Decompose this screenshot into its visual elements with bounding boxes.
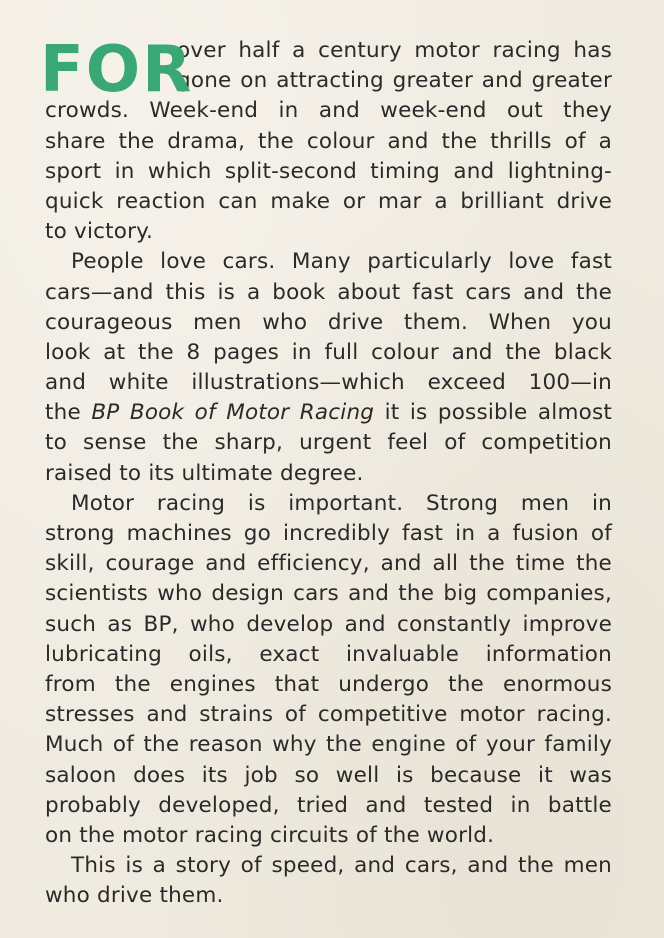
text-line: over half a century motor racing has [177,38,612,63]
text-line: cars—and this is a book about fast cars and the [45,279,612,305]
body-text [40,33,612,911]
text-line: and white illustrations—which exceed 100—in [45,370,612,396]
text-line: crowds. Week-end in and week-end out they [45,98,612,124]
drop-cap: FOR [40,33,194,107]
text-line: Motor racing is important. Strong men in [71,490,612,516]
text-line: look at the 8 pages in full colour and the black [45,339,612,365]
text-segment: it is possible almost [374,400,612,426]
text-line: courageous men who drive them. When you [45,309,612,335]
text-line: such as BP, who develop and constantly improve [45,611,612,637]
text-line: share the drama, the colour and the thrills of a [45,128,612,154]
text-lines [45,36,612,911]
text-line: from the engines that undergo the enormous [45,671,612,697]
text-line: This is a story of speed, and cars, and the men [71,853,612,879]
text-line [45,398,612,428]
text-line: to victory. [45,219,154,245]
text-line: probably developed, tried and tested in battle [45,792,612,818]
text-line: on the motor racing circuits of the world. [45,822,495,848]
text-line: scientists who design cars and the big companies, [45,581,612,607]
text-line: who drive them. [45,883,224,909]
text-segment: the [45,400,92,426]
text-line: skill, courage and efficiency, and all the time the [45,551,612,577]
text-line: raised to its ultimate degree. [45,460,364,486]
text-line: stresses and strains of competitive motor racing. [45,702,612,728]
text-line: Much of the reason why the engine of your family [45,732,612,758]
text-line: to sense the sharp, urgent feel of competition [45,430,612,456]
text-line: strong machines go incredibly fast in a fusion of [45,521,612,546]
book-title: BP Book of Motor Racing [91,400,375,426]
text-line: quick reaction can make or mar a brilliant drive [45,188,612,214]
text-line: gone on attracting greater and greater [177,68,612,94]
text-line: saloon does its job so well is because it was [45,762,612,788]
text-line: People love cars. Many particularly love fast [71,249,612,275]
text-line: lubricating oils, exact invaluable information [45,641,612,667]
text-line: sport in which split-second timing and lightning- [45,158,612,184]
